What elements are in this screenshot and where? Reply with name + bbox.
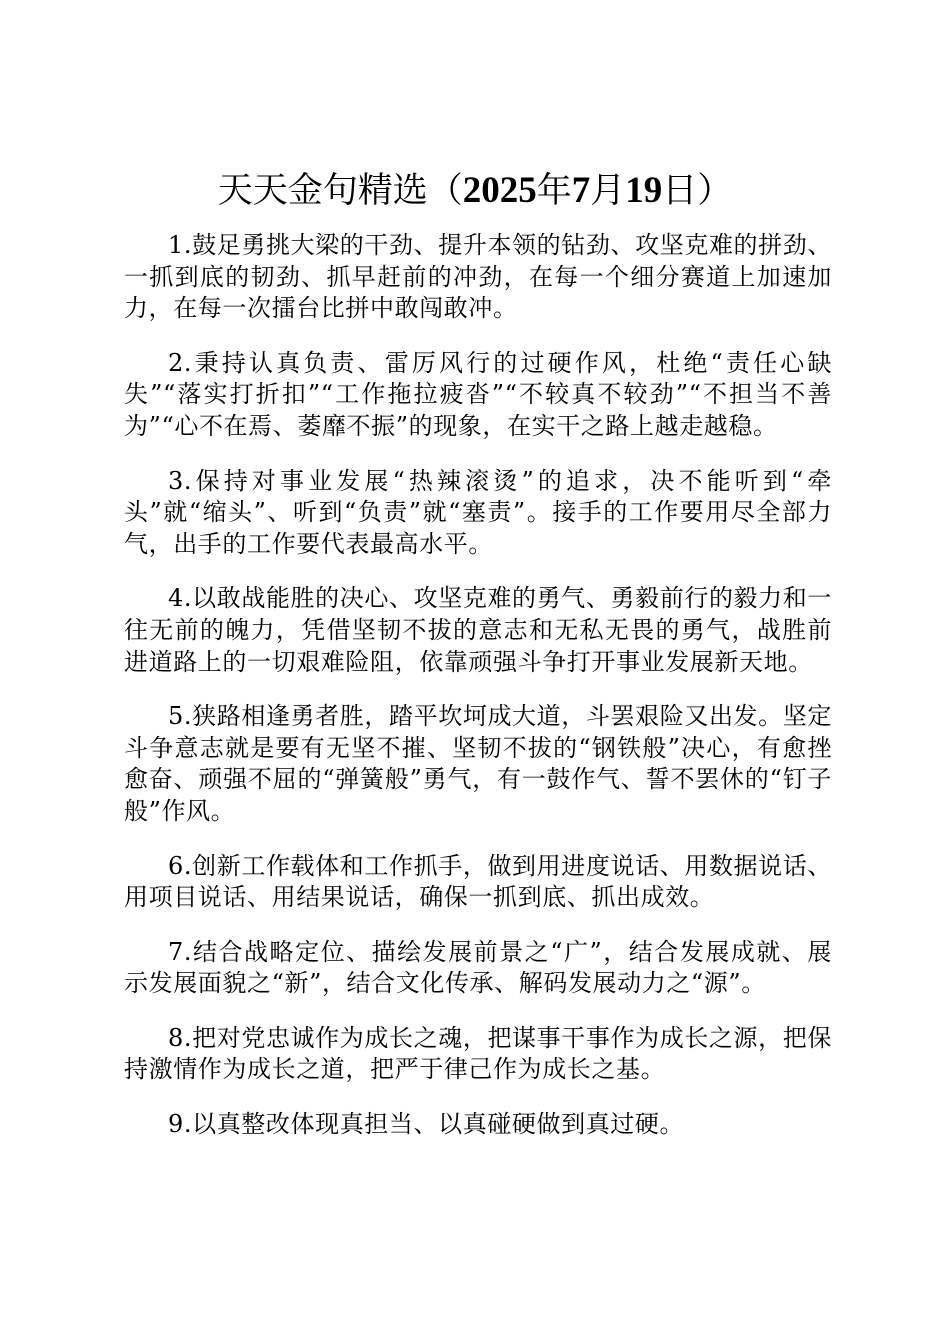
- title-suffix: 日）: [662, 171, 733, 211]
- quote-paragraph-3: 3.保持对事业发展“热辣滚烫”的追求，决不能听到“牵头”就“缩头”、听到“负责”就“塞责”。接手的工作要用尽全部力气，出手的工作要代表最高水平。: [124, 466, 832, 558]
- title-month-unit: 月: [590, 171, 626, 211]
- quote-paragraph-8: 8.把对党忠诚作为成长之魂，把谋事干事作为成长之源，把保持激情作为成长之道，把严于律己作为成长之基。: [124, 1023, 832, 1084]
- title-month: 7: [571, 170, 591, 211]
- document-title: [0, 166, 950, 216]
- quote-paragraph-2: 2.秉持认真负责、雷厉风行的过硬作风，杜绝“责任心缺失”“落实打折扣”“工作拖拉疲沓”“不较真不较劲”“不担当不善为”“心不在焉、萎靡不振”的现象，在实干之路上越走越稳。: [124, 348, 832, 440]
- title-day: 19: [625, 170, 663, 211]
- quote-paragraph-5: 5.狭路相逢勇者胜，踏平坎坷成大道，斗罢艰险又出发。坚定斗争意志就是要有无坚不摧、坚韧不拔的“钢铁般”决心，有愈挫愈奋、顽强不屈的“弹簧般”勇气，有一鼓作气、誓不罢休的“钉子般”作风。: [124, 702, 832, 825]
- title-year: 2025: [462, 170, 537, 211]
- title-prefix: 天天金句精选（: [217, 171, 463, 211]
- document-body: [124, 230, 832, 1164]
- quote-paragraph-1: 1.鼓足勇挑大梁的干劲、提升本领的钻劲、攻坚克难的拼劲、一抓到底的韧劲、抓早赶前的冲劲，在每一个细分赛道上加速加力，在每一次擂台比拼中敢闯敢冲。: [124, 231, 832, 323]
- quote-paragraph-4: 4.以敢战能胜的决心、攻坚克难的勇气、勇毅前行的毅力和一往无前的魄力，凭借坚韧不拔的意志和无私无畏的勇气，战胜前进道路上的一切艰难险阻，依靠顽强斗争打开事业发展新天地。: [124, 584, 832, 676]
- quote-paragraph-9: 9.以真整改体现真担当、以真碰硬做到真过硬。: [168, 1110, 685, 1139]
- quote-paragraph-7: 7.结合战略定位、描绘发展前景之“广”，结合发展成就、展示发展面貌之“新”，结合文化传承、解码发展动力之“源”。: [124, 937, 832, 998]
- title-year-unit: 年: [536, 171, 572, 211]
- quote-paragraph-6: 6.创新工作载体和工作抓手，做到用进度说话、用数据说话、用项目说话、用结果说话，确保一抓到底、抓出成效。: [124, 851, 832, 912]
